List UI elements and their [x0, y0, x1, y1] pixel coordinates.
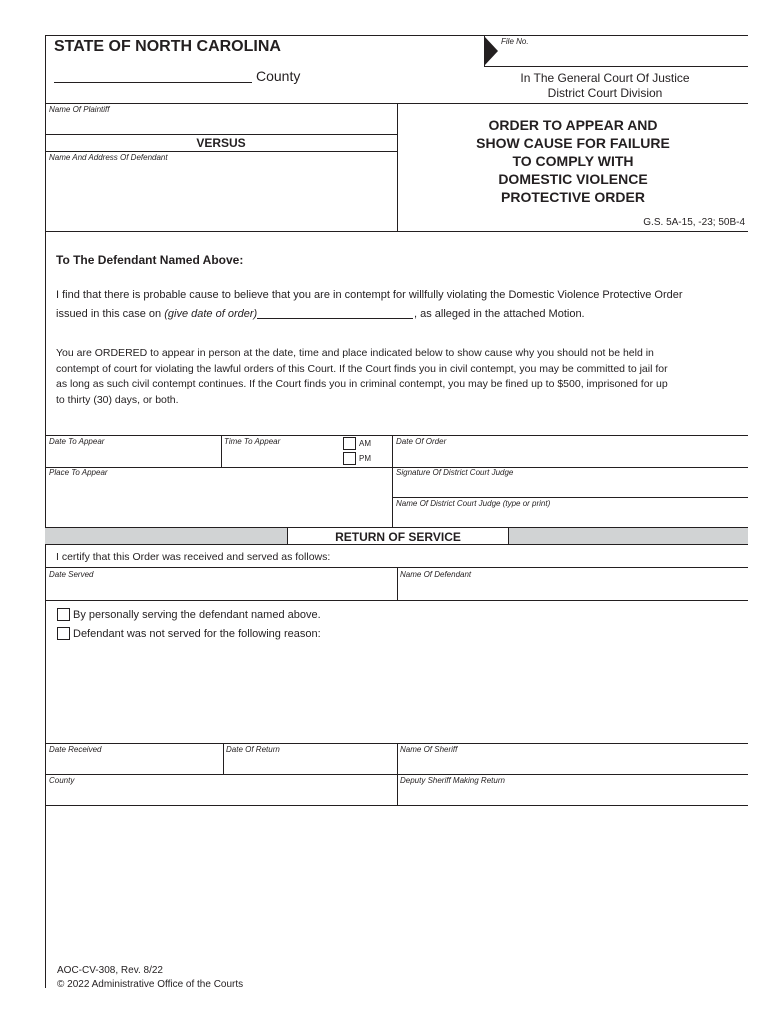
- date-of-return-label: Date Of Return: [226, 745, 280, 754]
- state-title: STATE OF NORTH CAROLINA: [54, 38, 281, 55]
- service-title: RETURN OF SERVICE: [335, 530, 461, 544]
- signature-rule: [392, 497, 748, 498]
- order-date-input[interactable]: [257, 304, 413, 318]
- sheriff-name-label: Name Of Sheriff: [400, 745, 458, 754]
- county-input[interactable]: [54, 64, 252, 82]
- date-served-input[interactable]: [48, 581, 392, 598]
- county-label: County: [256, 68, 301, 84]
- judge-signature-input[interactable]: [396, 479, 746, 496]
- pm-checkbox[interactable]: [343, 452, 356, 465]
- certify-text: I certify that this Order was received and served as follows:: [56, 551, 331, 563]
- am-checkbox[interactable]: [343, 437, 356, 450]
- ordered-paragraph: [56, 346, 668, 408]
- date-received-input[interactable]: [48, 756, 220, 773]
- deputy-sheriff-input[interactable]: [400, 787, 746, 804]
- file-no-arrow-icon: [484, 36, 498, 66]
- file-no-label: File No.: [501, 37, 529, 46]
- copyright: © 2022 Administrative Office of the Courts: [57, 979, 244, 990]
- judge-signature-label: Signature Of District Court Judge: [396, 468, 514, 477]
- court-line-1: In The General Court Of Justice: [520, 71, 690, 85]
- give-date-hint: (give date of order): [164, 308, 258, 320]
- title-line-3: TO COMPLY WITH: [512, 153, 634, 169]
- ordered-line-4: to thirty (30) days, or both.: [56, 393, 179, 406]
- issued-suffix: , as alleged in the attached Motion.: [414, 308, 585, 320]
- served-defendant-label: Name Of Defendant: [400, 570, 472, 579]
- probable-cause-line-1: I find that there is probable cause to believe that you are in contempt for willfully violating the Domestic Violence Protective Order: [56, 289, 683, 301]
- file-no-rule: [484, 66, 748, 67]
- date-to-appear-input[interactable]: [48, 448, 218, 465]
- court-line-2: District Court Division: [547, 86, 663, 100]
- time-to-appear-input[interactable]: [224, 448, 339, 465]
- service-county-label: County: [49, 776, 75, 785]
- date-served-label: Date Served: [49, 570, 94, 579]
- service-county-input[interactable]: [48, 787, 394, 804]
- sheriff-name-input[interactable]: [400, 756, 746, 773]
- defendant-label: Name And Address Of Defendant: [49, 153, 168, 162]
- not-served-reason-input[interactable]: [60, 646, 740, 738]
- county-underline: [54, 82, 252, 83]
- title-line-1: ORDER TO APPEAR AND: [488, 117, 658, 133]
- personal-service-checkbox[interactable]: [57, 608, 70, 621]
- personal-service-label: By personally serving the defendant named above.: [73, 609, 321, 621]
- versus-top-rule: [45, 134, 397, 135]
- judge-name-label: Name Of District Court Judge (type or print): [396, 499, 551, 508]
- date-of-return-input[interactable]: [226, 756, 394, 773]
- probable-cause-line-2: [56, 308, 257, 320]
- pm-label: PM: [359, 454, 371, 463]
- versus-label: VERSUS: [196, 136, 246, 150]
- deputy-sheriff-label: Deputy Sheriff Making Return: [400, 776, 505, 785]
- left-border: [45, 35, 46, 988]
- received-mid-rule: [45, 774, 748, 775]
- date-time-divider: [221, 435, 222, 467]
- appear-right-divider: [392, 435, 393, 527]
- ordered-line-1: You are ORDERED to appear in person at the date, time and place indicated below to show cause why you should not be held in: [56, 347, 654, 359]
- ordered-line-2: contempt of court for violating the lawful orders of this Court. If the Court finds you in civil contempt, you may be committed to jail for: [56, 362, 668, 375]
- plaintiff-label: Name Of Plaintiff: [49, 105, 110, 114]
- place-to-appear-label: Place To Appear: [49, 468, 108, 477]
- title-line-5: PROTECTIVE ORDER: [501, 189, 645, 205]
- not-served-label: Defendant was not served for the following reason:: [73, 628, 321, 640]
- issued-prefix: issued in this case on: [56, 308, 165, 320]
- parties-bottom-rule: [45, 231, 748, 232]
- received-return-divider: [223, 743, 224, 774]
- am-label: AM: [359, 439, 371, 448]
- judge-name-input[interactable]: [396, 510, 746, 526]
- date-to-appear-label: Date To Appear: [49, 437, 105, 446]
- order-title: [398, 116, 748, 206]
- date-received-label: Date Received: [49, 745, 102, 754]
- served-divider: [397, 567, 398, 600]
- body-heading: To The Defendant Named Above:: [56, 253, 244, 267]
- versus-bottom-rule: [45, 151, 397, 152]
- received-bottom-rule: [45, 805, 748, 806]
- served-defendant-input[interactable]: [400, 581, 746, 598]
- plaintiff-input[interactable]: [48, 115, 396, 133]
- form-number: AOC-CV-308, Rev. 8/22: [57, 965, 163, 976]
- defendant-address-input[interactable]: [48, 164, 396, 228]
- title-line-2: SHOW CAUSE FOR FAILURE: [476, 135, 670, 151]
- place-to-appear-input[interactable]: [48, 479, 388, 525]
- file-no-input[interactable]: [500, 46, 746, 64]
- order-date-underline: [257, 318, 413, 319]
- statute-citation: G.S. 5A-15, -23; 50B-4: [643, 217, 745, 228]
- title-line-4: DOMESTIC VIOLENCE: [498, 171, 648, 187]
- date-of-order-input[interactable]: [396, 448, 746, 465]
- appear-top-rule: [45, 435, 748, 436]
- top-rule: [45, 35, 748, 36]
- ordered-line-3: as long as such civil contempt continues. If the Court finds you in criminal contempt, you may be fined up to $500, imprisoned for up: [56, 378, 668, 390]
- not-served-checkbox[interactable]: [57, 627, 70, 640]
- served-bottom-rule: [45, 600, 748, 601]
- date-of-order-label: Date Of Order: [396, 437, 447, 446]
- time-to-appear-label: Time To Appear: [224, 437, 281, 446]
